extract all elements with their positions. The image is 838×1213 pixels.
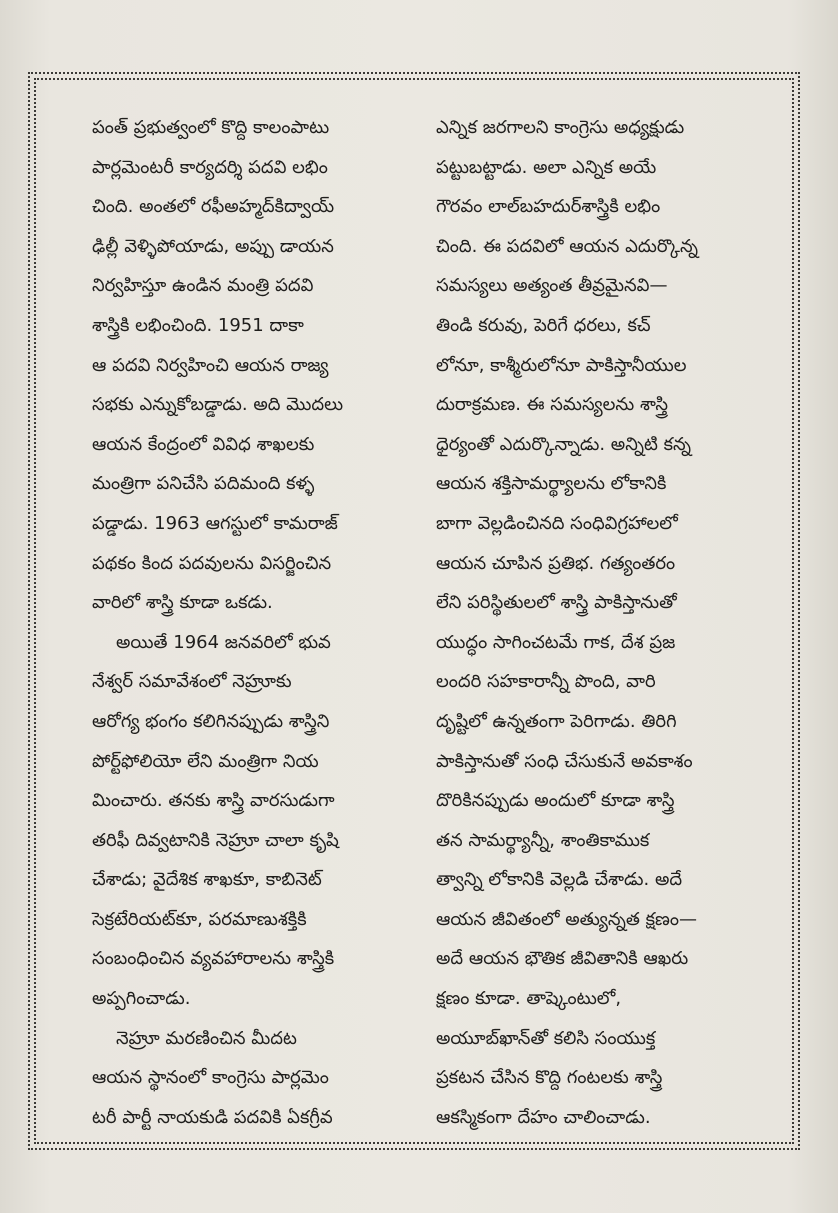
text-line: ఆ పదవి నిర్వహించి ఆయన రాజ్య: [92, 354, 329, 376]
text-line: ఆయన కేంద్రంలో వివిధ శాఖలకు: [92, 433, 315, 455]
text-line: పథకం కింద పదవులను విసర్జించిన: [92, 552, 332, 574]
text-line: త్వాన్ని లోకానికి వెల్లడి చేశాడు. అదే: [436, 869, 683, 891]
text-line: ఆరోగ్య భంగం కలిగినప్పుడు శాస్త్రిని: [92, 710, 330, 732]
text-line: నెహ్రూ మరణించిన మీదట: [116, 1027, 297, 1049]
text-line: సంబంధించిన వ్యవహారాలను శాస్త్రికి: [92, 948, 335, 970]
text-line: తరిఫీ దివ్వటానికి నెహ్రూ చాలా కృషి: [92, 829, 339, 851]
text-line: సెక్రటేరియట్‌కూ, పరమాణుశక్తికి: [92, 908, 307, 930]
right-text-column: [436, 108, 776, 1137]
text-line: లోనూ, కాశ్మీరులోనూ పాకిస్తానీయుల: [436, 354, 687, 376]
text-line: దృష్టిలో ఉన్నతంగా పెరిగాడు. తిరిగి: [436, 710, 677, 732]
text-line: ఎన్నిక జరగాలని కాంగ్రెసు అధ్యక్షుడు: [436, 117, 685, 138]
text-line: క్షణం కూడా. తాష్కెంటులో,: [436, 988, 622, 1010]
text-line: సభకు ఎన్నుకోబడ్డాడు. అది మొదలు: [92, 394, 344, 416]
text-line: వారిలో శాస్త్రి కూడా ఒకడు.: [92, 592, 273, 614]
text-line: మంత్రిగా పనిచేసి పదిమంది కళ్ళ: [92, 473, 315, 495]
text-line: ఆయన స్థానంలో కాంగ్రెసు పార్లమెం: [92, 1067, 329, 1089]
text-line: పార్లమెంటరీ కార్యదర్శి పదవి లభిం: [92, 156, 328, 178]
text-line: సమస్యలు అత్యంత తీవ్రమైనవి—: [436, 275, 668, 297]
text-line: చింది. ఈ పదవిలో ఆయన ఎదుర్కొన్న: [436, 235, 698, 257]
text-line: పంత్ ప్రభుత్వంలో కొద్ది కాలంపాటు: [92, 117, 330, 138]
text-line: మించారు. తనకు శాస్త్రి వారసుడుగా: [92, 790, 335, 812]
text-line: గౌరవం లాల్‌బహదుర్‌శాస్త్రికి లభిం: [436, 196, 661, 218]
text-line: తిండి కరువు, పెరిగే ధరలు, కచ్: [436, 314, 651, 336]
text-line: చింది. అంతలో రఫీఅహ్మద్‌కిద్వాయ్: [92, 196, 335, 218]
text-line: తన సామర్థ్యాన్నీ, శాంతికాముక: [436, 829, 650, 851]
text-line: పోర్ట్‌ఫోలియో లేని మంత్రిగా నియ: [92, 750, 319, 772]
text-line: లందరి సహకారాన్నీ పొంది, వారి: [436, 671, 656, 693]
text-line: చేశాడు; వైదేశిక శాఖకూ, కాబినెట్: [92, 869, 322, 891]
text-line: ఢిల్లీ వెళ్ళిపోయాడు, అప్పు డాయన: [92, 235, 334, 257]
left-text-column: [92, 108, 412, 1137]
text-line: ఆయన జీవితంలో అత్యున్నత క్షణం—: [436, 908, 697, 930]
text-line: పడ్డాడు. 1963 ఆగస్టులో కామరాజ్: [92, 512, 338, 534]
text-line: అయితే 1964 జనవరిలో భువ: [116, 631, 331, 653]
text-line: ఆకస్మికంగా దేహం చాలించాడు.: [436, 1106, 651, 1128]
text-line: యుద్ధం సాగించటమే గాక, దేశ ప్రజ: [436, 631, 676, 653]
text-line: లేని పరిస్థితులలో శాస్త్రి పాకిస్తానుతో: [436, 592, 677, 614]
text-line: ప్రకటన చేసిన కొద్ది గంటలకు శాస్త్రి: [436, 1067, 663, 1089]
text-line: పట్టుబట్టాడు. అలా ఎన్నిక అయే: [436, 156, 657, 178]
text-line: దొరికినప్పుడు అందులో కూడా శాస్త్రి: [436, 790, 675, 812]
text-line: నేశ్వర్ సమావేశంలో నెహ్రూకు: [92, 671, 292, 693]
text-line: ఆయన చూపిన ప్రతిభ. గత్యంతరం: [436, 552, 676, 574]
text-line: నిర్వహిస్తూ ఉండిన మంత్రి పదవి: [92, 275, 314, 297]
text-line: దురాక్రమణ. ఈ సమస్యలను శాస్త్రి: [436, 394, 668, 416]
text-line: టరీ పార్టీ నాయకుడి పదవికి ఏకగ్రీవ: [92, 1106, 333, 1128]
text-line: శాస్త్రికి లభించింది. 1951 దాకా: [92, 314, 304, 336]
text-line: అయూబ్‌ఖాన్‌తో కలిసి సంయుక్త: [436, 1027, 656, 1049]
text-line: అదే ఆయన భౌతిక జీవితానికి ఆఖరు: [436, 948, 689, 970]
text-line: బాగా వెల్లడించినది సంధివిగ్రహాలలో: [436, 512, 678, 534]
text-line: ధైర్యంతో ఎదుర్కొన్నాడు. అన్నిటి కన్న: [436, 433, 691, 455]
text-line: పాకిస్తానుతో సంధి చేసుకునే అవకాశం: [436, 750, 693, 772]
text-line: అప్పగించాడు.: [92, 988, 191, 1010]
text-line: ఆయన శక్తిసామర్థ్యాలను లోకానికి: [436, 473, 667, 495]
